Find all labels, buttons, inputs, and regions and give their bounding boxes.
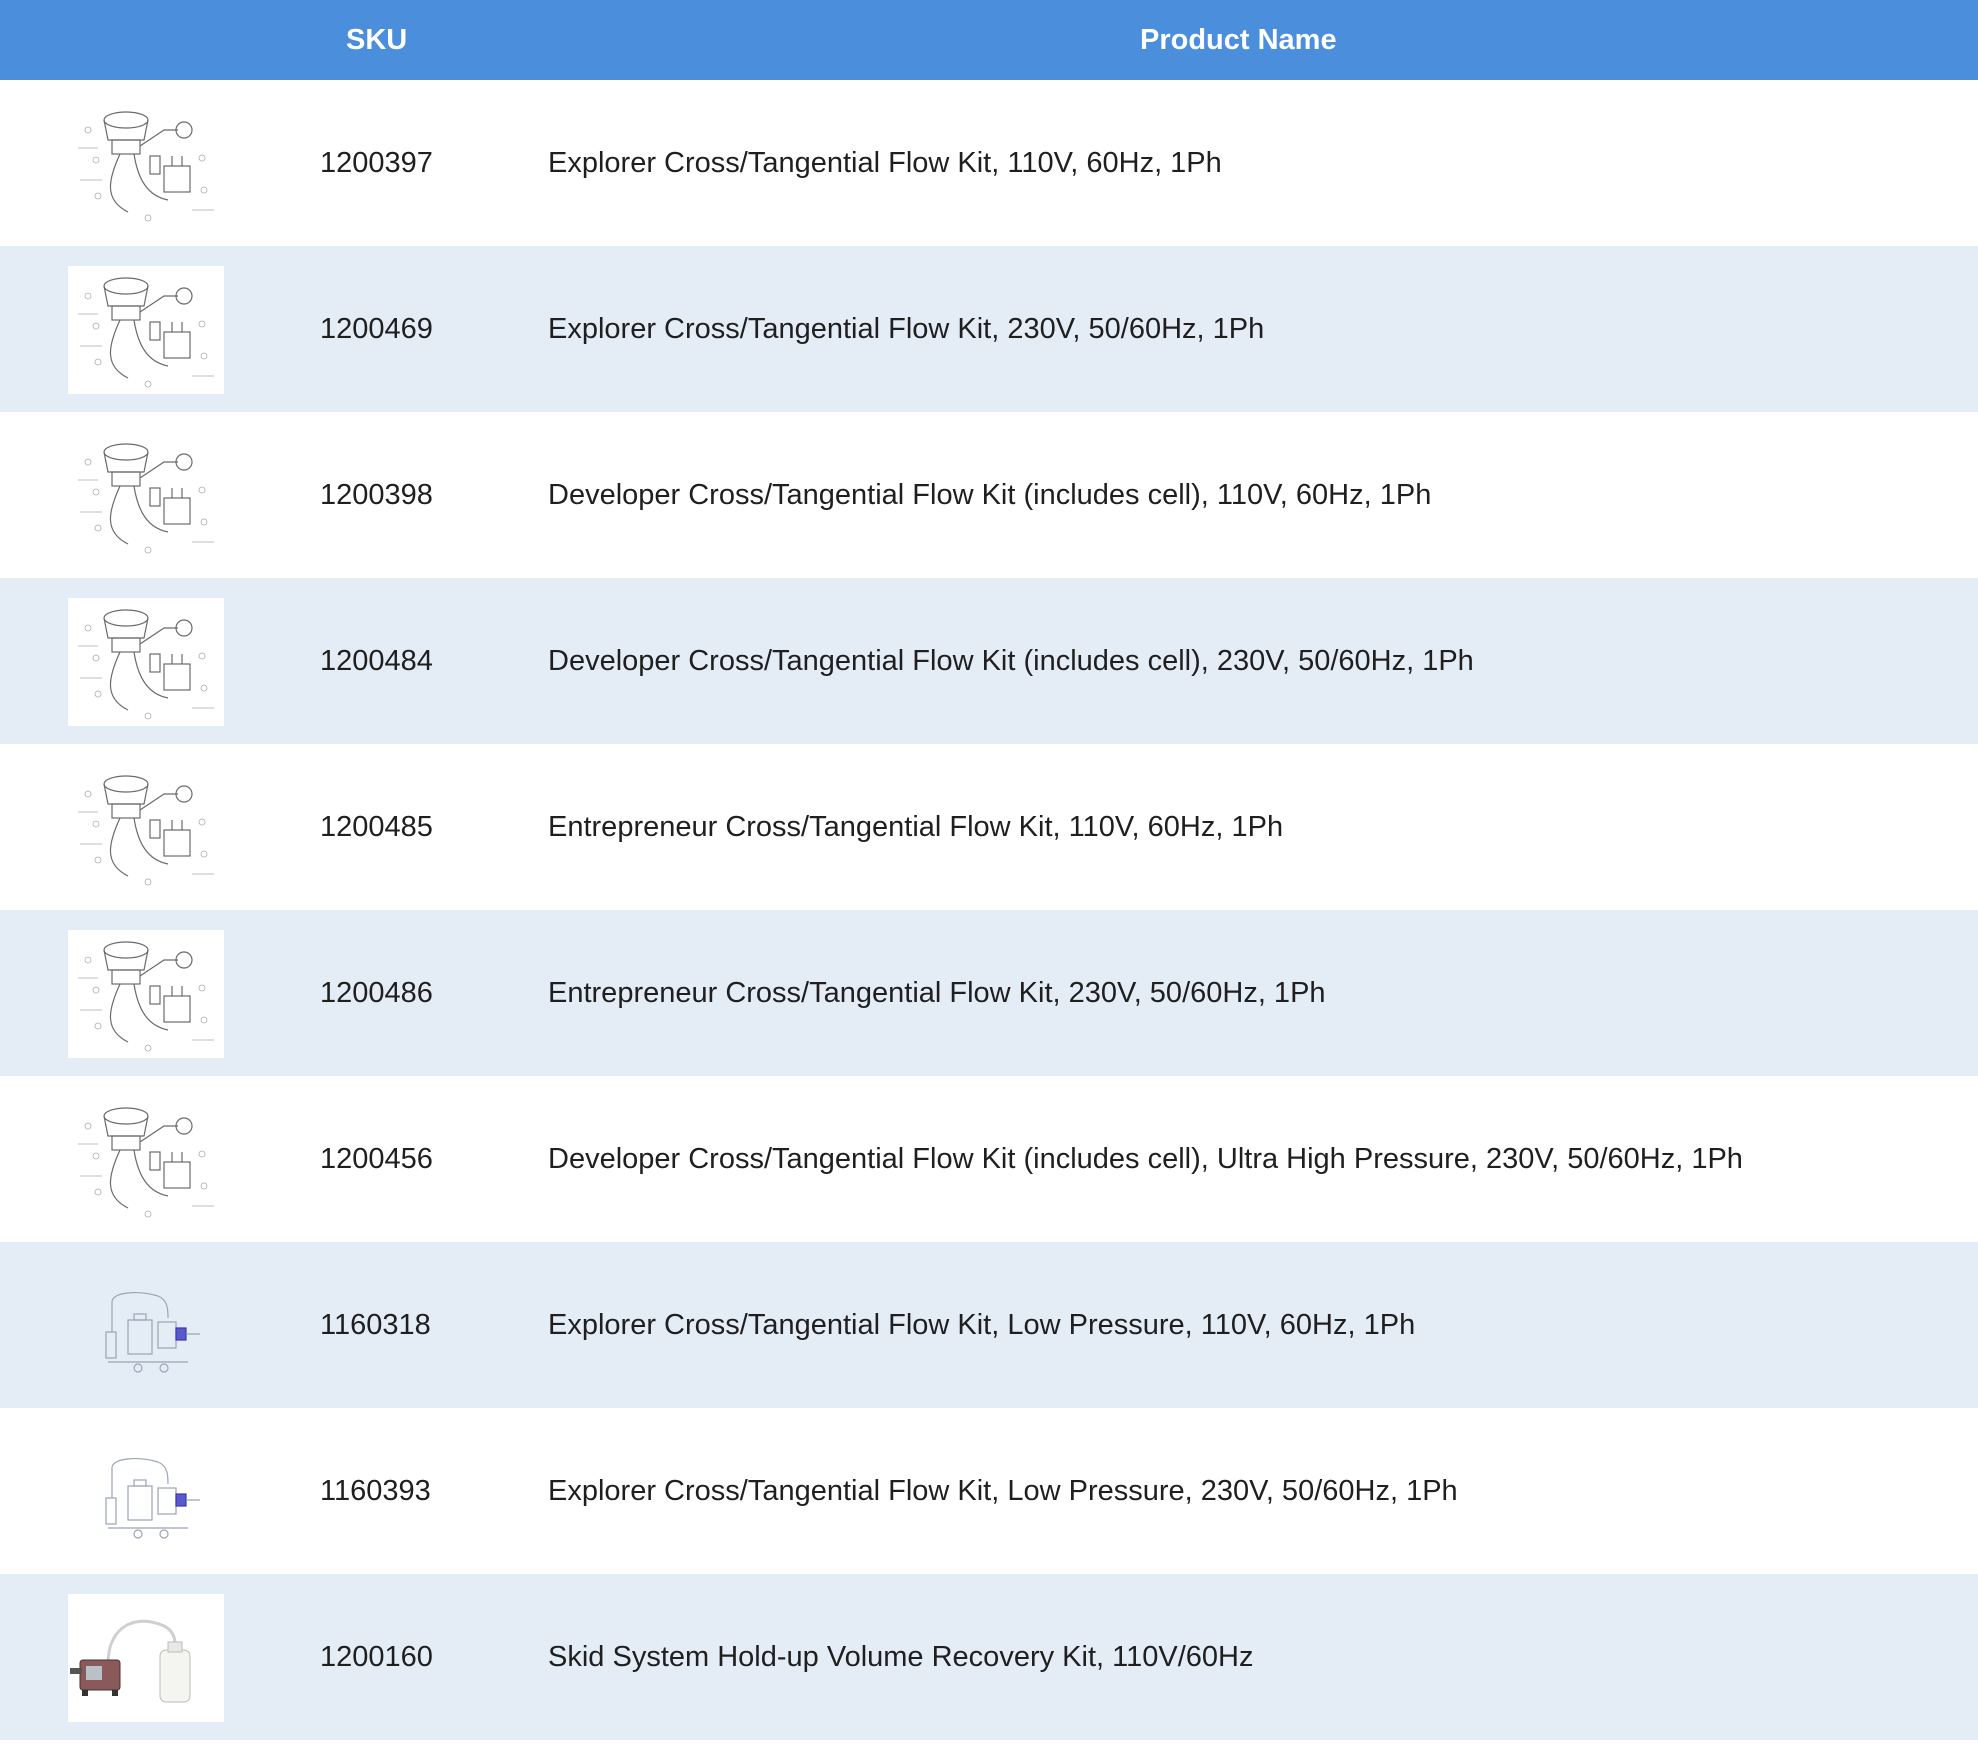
product-image[interactable] <box>68 598 224 726</box>
sku-cell: 1200484 <box>320 644 433 677</box>
table-header <box>0 0 1978 80</box>
flow-kit-diagram-image <box>68 930 224 1058</box>
low-pressure-kit-diagram-image <box>68 1428 224 1556</box>
flow-kit-diagram-image <box>68 432 224 560</box>
product-image[interactable] <box>68 930 224 1058</box>
sku-cell: 1160318 <box>320 1308 431 1341</box>
product-image[interactable] <box>68 1428 224 1556</box>
product-name-cell[interactable]: Explorer Cross/Tangential Flow Kit, Low Pressure, 110V, 60Hz, 1Ph <box>548 1308 1416 1341</box>
product-name-cell[interactable]: Developer Cross/Tangential Flow Kit (includes cell), Ultra High Pressure, 230V, 50/60Hz, 1Ph <box>548 1142 1743 1175</box>
product-image[interactable] <box>68 432 224 560</box>
product-image[interactable] <box>68 100 224 228</box>
product-image[interactable] <box>68 1262 224 1390</box>
sku-cell: 1200486 <box>320 976 433 1009</box>
product-name-column-header: Product Name <box>1140 23 1337 56</box>
product-name-cell[interactable]: Entrepreneur Cross/Tangential Flow Kit, 110V, 60Hz, 1Ph <box>548 810 1284 843</box>
product-name-cell[interactable]: Entrepreneur Cross/Tangential Flow Kit, 230V, 50/60Hz, 1Ph <box>548 976 1326 1009</box>
product-name-cell[interactable]: Explorer Cross/Tangential Flow Kit, 230V, 50/60Hz, 1Ph <box>548 312 1265 345</box>
product-name-cell[interactable]: Developer Cross/Tangential Flow Kit (includes cell), 110V, 60Hz, 1Ph <box>548 478 1432 511</box>
product-name-cell[interactable]: Explorer Cross/Tangential Flow Kit, Low Pressure, 230V, 50/60Hz, 1Ph <box>548 1474 1458 1507</box>
table-row <box>0 578 1978 744</box>
sku-cell: 1200456 <box>320 1142 433 1175</box>
table-row <box>0 80 1978 246</box>
table-row <box>0 744 1978 910</box>
flow-kit-diagram-image <box>68 764 224 892</box>
table-row <box>0 246 1978 412</box>
table-row <box>0 1076 1978 1242</box>
product-image[interactable] <box>68 764 224 892</box>
sku-cell: 1200160 <box>320 1640 433 1673</box>
product-name-cell[interactable]: Explorer Cross/Tangential Flow Kit, 110V, 60Hz, 1Ph <box>548 146 1222 179</box>
table-row <box>0 910 1978 1076</box>
pump-and-bottle-photo-image <box>68 1594 224 1722</box>
flow-kit-diagram-image <box>68 100 224 228</box>
product-image[interactable] <box>68 1096 224 1224</box>
low-pressure-kit-diagram-image <box>68 1262 224 1390</box>
sku-column-header: SKU <box>346 23 408 56</box>
product-image[interactable] <box>68 266 224 394</box>
product-image[interactable] <box>68 1594 224 1722</box>
sku-cell: 1160393 <box>320 1474 431 1507</box>
flow-kit-diagram-image <box>68 266 224 394</box>
sku-cell: 1200469 <box>320 312 433 345</box>
table-row <box>0 1574 1978 1740</box>
table-row <box>0 412 1978 578</box>
sku-cell: 1200397 <box>320 146 433 179</box>
sku-cell: 1200485 <box>320 810 433 843</box>
flow-kit-diagram-image <box>68 1096 224 1224</box>
flow-kit-diagram-image <box>68 598 224 726</box>
product-name-cell[interactable]: Skid System Hold-up Volume Recovery Kit, 110V/60Hz <box>548 1640 1254 1673</box>
table-row <box>0 1408 1978 1574</box>
table-row <box>0 1242 1978 1408</box>
sku-cell: 1200398 <box>320 478 433 511</box>
product-name-cell[interactable]: Developer Cross/Tangential Flow Kit (includes cell), 230V, 50/60Hz, 1Ph <box>548 644 1474 677</box>
